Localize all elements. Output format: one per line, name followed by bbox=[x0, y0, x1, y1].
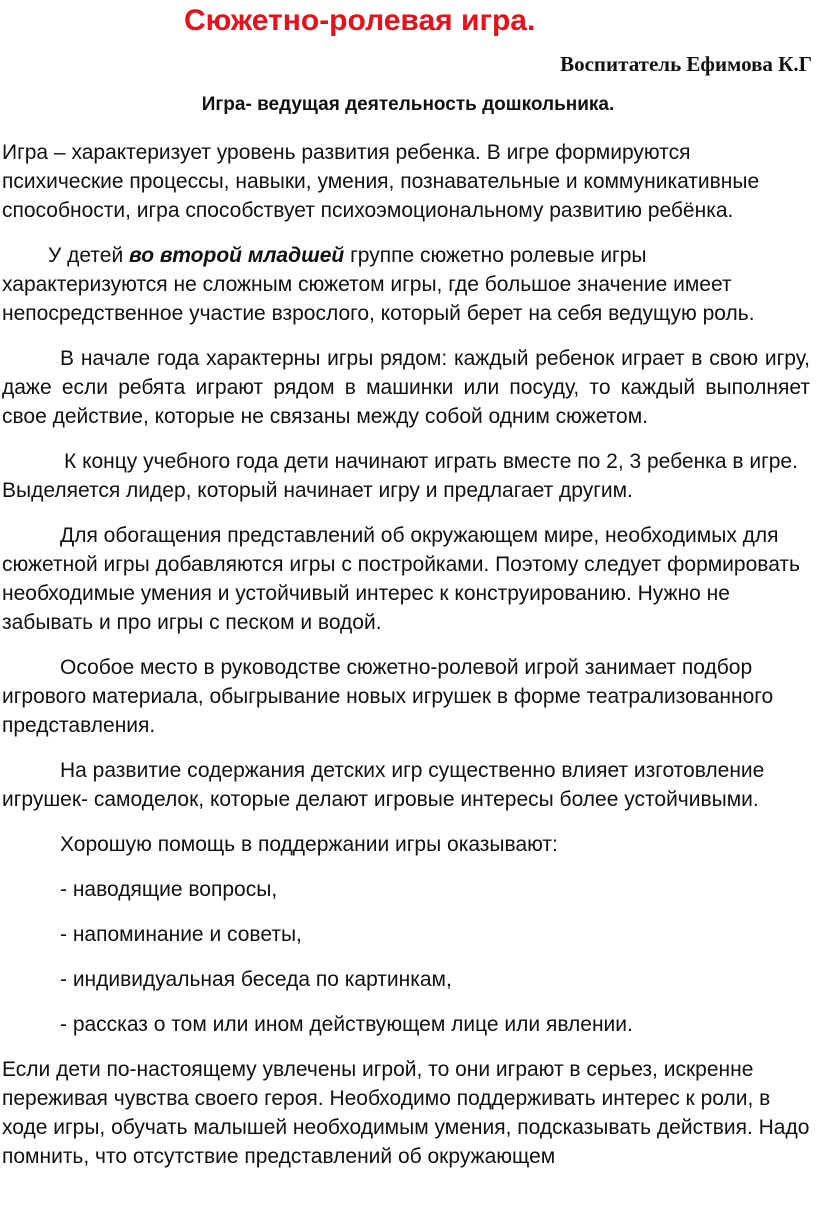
paragraph-2-end: группе сюжетно ролевые игры характеризуются не сложным сюжетом игры, где большое значение имеет непосредственное участие взрослого, который берет на себя ведущую роль. bbox=[2, 244, 755, 325]
document-body bbox=[2, 138, 810, 1187]
paragraph-6: Особое место в руководстве сюжетно-ролевой игрой занимает подбор игрового материала, обыгрывание новых игрушек в форме театрализованного представления. bbox=[2, 656, 774, 737]
list-item: - индивидуальная беседа по картинкам, bbox=[60, 968, 452, 991]
emphasis-group-name: во второй младшей bbox=[129, 244, 345, 267]
paragraph-1: Игра – характеризует уровень развития ребенка. В игре формируются психические процессы, навыки, умения, познавательные и коммуникативные способности, игра способствует психоэмоциональному развитию ребёнка. bbox=[2, 141, 760, 222]
author-line: Воспитатель Ефимова К.Г bbox=[560, 52, 812, 76]
paragraph-4: К концу учебного года дети начинают играть вместе по 2, 3 ребенка в игре. Выделяется лидер, который начинает игру и предлагает другим. bbox=[2, 450, 798, 502]
subtitle: Игра- ведущая деятельность дошкольника. bbox=[201, 94, 615, 115]
paragraph-5: Для обогащения представлений об окружающем мире, необходимых для сюжетной игры добавляются игры с постройками. Поэтому следует формировать необходимые умения и устойчивый интерес к конструированию. Нужно не забывать и про игры с песком и водой. bbox=[2, 524, 800, 634]
paragraph-8: Хорошую помощь в поддержании игры оказывают: bbox=[60, 833, 558, 856]
list-item: - наводящие вопросы, bbox=[60, 878, 278, 901]
paragraph-2-start: У детей bbox=[48, 244, 130, 267]
page-title: Сюжетно-ролевая игра. bbox=[184, 4, 536, 37]
list-item: - рассказ о том или ином действующем лице или явлении. bbox=[60, 1013, 633, 1036]
paragraph-7: На развитие содержания детских игр существенно влияет изготовление игрушек- самоделок, которые делают игровые интересы более устойчивыми. bbox=[2, 759, 765, 811]
paragraph-9: Если дети по-настоящему увлечены игрой, то они играют в серьез, искренне переживая чувства своего героя. Необходимо поддерживать интерес к роли, в ходе игры, обучать малышей необходимым умения, подсказывать действия. Надо помнить, что отсутствие представлений об окружающем bbox=[2, 1058, 810, 1168]
paragraph-2 bbox=[2, 241, 810, 328]
list-item: - напоминание и советы, bbox=[60, 923, 302, 946]
paragraph-3: В начале года характерны игры рядом: каждый ребенок играет в свою игру, даже если ребята играют рядом в машинки или посуду, то каждый выполняет свое действие, которые не связаны между собой одним сюжетом. bbox=[2, 347, 810, 428]
help-list bbox=[2, 875, 810, 1039]
